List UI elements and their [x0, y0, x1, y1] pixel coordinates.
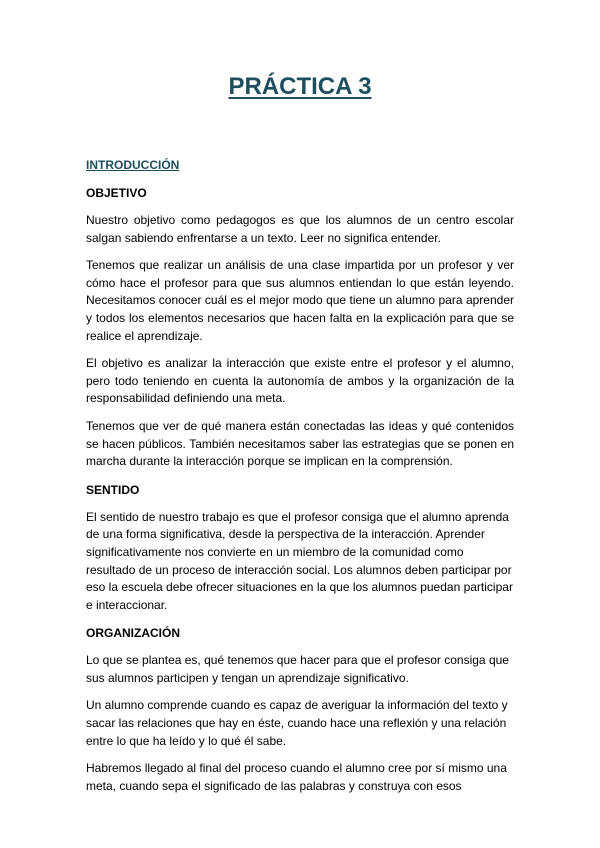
paragraph: Tenemos que realizar un análisis de una clase impartida por un profesor y ver cómo hace el profesor para que sus alumnos entiendan lo que están leyendo. Necesitamos conocer cuál es el mejor modo que tiene un alumno para aprender y todos los elementos necesarios que hacen falta en la explicación para que se realice el aprendizaje.	[86, 258, 514, 343]
section-heading-sentido: SENTIDO	[86, 482, 140, 497]
document-body	[86, 156, 514, 805]
section-heading-organizacion: ORGANIZACIÓN	[86, 626, 180, 641]
paragraph: Tenemos que ver de qué manera están conectadas las ideas y qué contenidos se hacen públicos. También necesitamos saber las estrategias que se ponen en marcha durante la interacción porque se implican en la comprensión.	[86, 418, 514, 469]
paragraph: El objetivo es analizar la interacción que existe entre el profesor y el alumno, pero todo teniendo en cuenta la autonomía de ambos y la organización de la responsabilidad definiendo una meta.	[86, 356, 514, 406]
intro-heading: INTRODUCCIÓN	[86, 158, 180, 172]
paragraph: Un alumno comprende cuando es capaz de averiguar la información del texto y sacar las relaciones que hay en éste, cuando hace una reflexión y una relación entre lo que ha leído y lo qué él sabe.	[86, 698, 508, 748]
paragraph: Habremos llegado al final del proceso cuando el alumno cree por sí mismo una meta, cuando sepa el significado de las palabras y construya con esos	[86, 761, 507, 793]
paragraph: El sentido de nuestro trabajo es que el profesor consiga que el alumno aprenda de una forma significativa, desde la perspectiva de la interacción. Aprender significativamente nos convierte en un miembro de la comunidad como resultado de un proceso de interacción social. Los alumnos deben participar por eso la escuela debe ofrecer situaciones en la que los alumnos puedan participar e interaccionar.	[86, 509, 513, 612]
paragraph: Lo que se plantea es, qué tenemos que hacer para que el profesor consiga que sus alumnos participen y tengan un aprendizaje significativo.	[86, 653, 509, 685]
paragraph: Nuestro objetivo como pedagogos es que los alumnos de un centro escolar salgan sabiendo enfrentarse a un texto. Leer no significa entender.	[86, 213, 514, 245]
section-heading-objetivo: OBJETIVO	[86, 186, 147, 200]
page-title: PRÁCTICA 3	[228, 73, 372, 100]
